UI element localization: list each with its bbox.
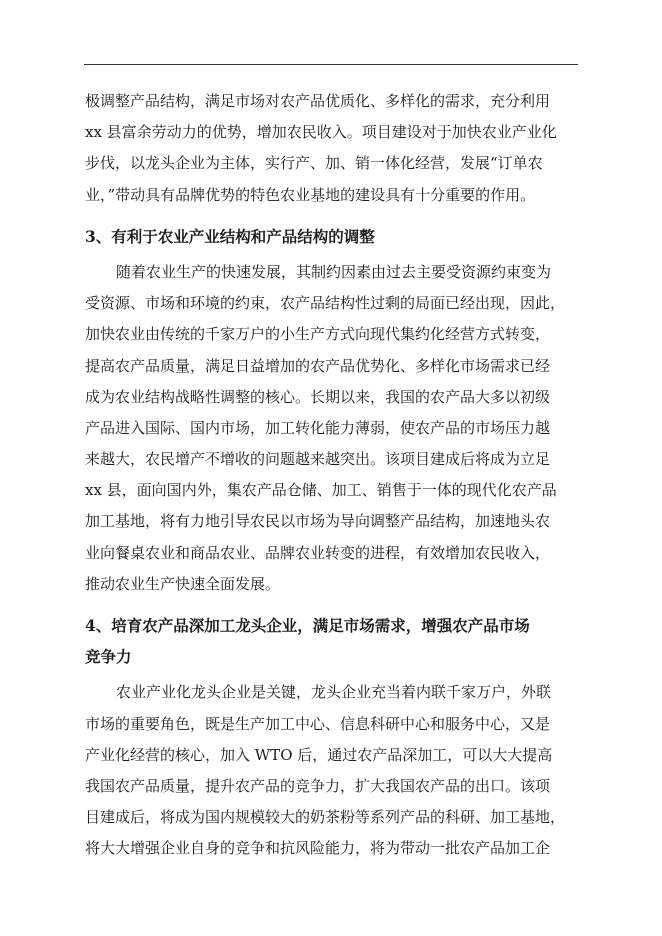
- paragraph-line: 步伐，以龙头企业为主体，实行产、加、销一体化经营，发展“订单农: [85, 154, 543, 173]
- section-heading-4: [85, 610, 579, 672]
- paragraph-line: 业，”带动具有品牌优势的特色农业基地的建设具有十分重要的作用。: [85, 185, 536, 204]
- paragraph-line: 业向餐桌农业和商品农业、品牌农业转变的进程，有效增加农民收入，: [85, 543, 551, 562]
- paragraph-line: 受资源、市场和环境的约束，农产品结构性过剩的局面已经出现，因此，: [85, 294, 566, 313]
- paragraph-2: [85, 257, 579, 600]
- paragraph-line: 推动农业生产快速全面发展。: [85, 574, 281, 593]
- paragraph-line: 随着农业生产的快速发展，其制约因素由过去主要受资源约束变为: [116, 262, 552, 281]
- paragraph-line: 农业产业化龙头企业是关键，龙头企业充当着内联千家万户，外联: [116, 683, 552, 702]
- paragraph-3: [85, 677, 579, 864]
- paragraph-line: xx 县富余劳动力的优势，增加农民收入。项目建设对于加快农业产业化: [85, 123, 557, 142]
- paragraph-line: 极调整产品结构，满足市场对农产品优质化、多样化的需求，充分利用: [85, 92, 551, 110]
- paragraph-line: 产业化经营的核心，加入 WTO 后，通过农产品深加工，可以大大提高: [85, 745, 553, 764]
- paragraph-line: 提高农产品质量，满足日益增加的农产品优势化、多样化市场需求已经: [85, 356, 551, 375]
- paragraph-line: 将大大增强企业自身的竞争和抗风险能力，将为带动一批农产品加工企: [85, 839, 551, 858]
- paragraph-1: [85, 86, 579, 211]
- paragraph-line: 目建成后，将成为国内规模较大的奶茶粉等系列产品的科研、加工基地，: [85, 808, 566, 827]
- paragraph-line: xx 县，面向国内外，集农产品仓储、加工、销售于一体的现代化农产品: [85, 481, 557, 500]
- section-heading-line: 竞争力: [85, 647, 132, 667]
- paragraph-line: 加工基地，将有力地引导农民以市场为导向调整产品结构，加速地头农: [85, 512, 551, 531]
- paragraph-line: 我国农产品质量，提升农产品的竞争力，扩大我国农产品的出口。该项: [85, 776, 551, 795]
- paragraph-line: 加快农业由传统的千家万户的小生产方式向现代集约化经营方式转变，: [85, 325, 551, 344]
- paragraph-line: 市场的重要角色，既是生产加工中心、信息科研中心和服务中心，又是: [85, 714, 551, 733]
- section-heading-3: 3、有利于农业产业结构和产品结构的调整: [85, 226, 375, 246]
- section-heading-line: 4、培育农产品深加工龙头企业，满足市场需求，增强农产品市场: [85, 616, 530, 635]
- paragraph-line: 成为农业结构战略性调整的核心。长期以来，我国的农产品大多以初级: [85, 387, 551, 406]
- header-rule: [84, 64, 578, 65]
- paragraph-line: 产品进入国际、国内市场，加工转化能力薄弱，使农产品的市场压力越: [85, 418, 551, 437]
- document-body: [85, 86, 579, 865]
- paragraph-line: 来越大，农民增产不增收的问题越来越突出。该项目建成后将成为立足: [85, 450, 551, 469]
